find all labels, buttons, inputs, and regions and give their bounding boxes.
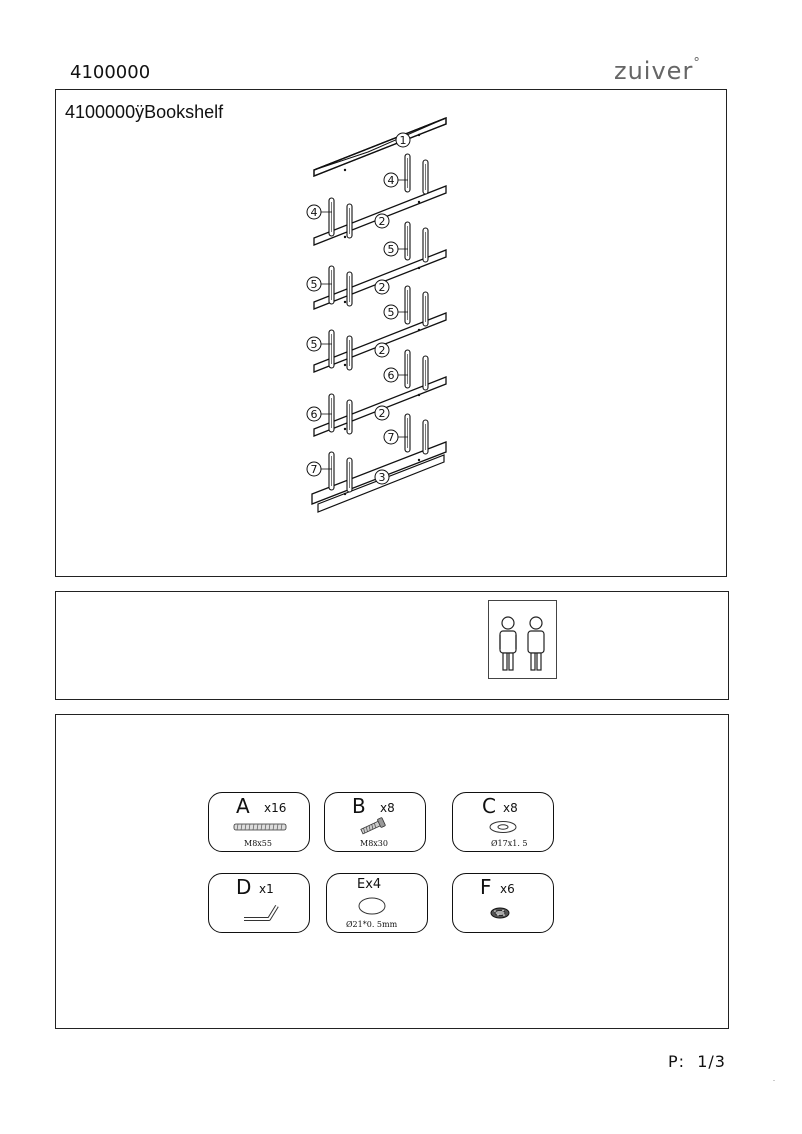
callout-label: 6: [387, 369, 395, 382]
product-code: 4100000: [70, 62, 151, 83]
callout-5b: [307, 277, 321, 291]
assembly-diagram-panel: [55, 89, 727, 577]
callout-7a: [384, 430, 398, 444]
callout-label: 2: [378, 215, 386, 228]
hardware-panel: [55, 714, 729, 1029]
callout-5c: [384, 305, 398, 319]
hardware-qty: x4: [365, 877, 382, 892]
callout-6a: [384, 368, 398, 382]
hardware-qty: x6: [500, 882, 515, 896]
felt-pad-icon: [357, 896, 387, 916]
callout-5d: [307, 337, 321, 351]
page-label: P:: [668, 1052, 686, 1071]
callout-6b: [307, 407, 321, 421]
hardware-qty: x1: [259, 882, 274, 896]
callout-label: 4: [310, 206, 318, 219]
diagram-title: 4100000ÿBookshelf: [65, 102, 224, 122]
callout-label: 7: [387, 431, 395, 444]
callout-label: 1: [399, 134, 407, 147]
hardware-item-e: [326, 873, 428, 933]
hardware-qty: x8: [503, 801, 518, 815]
callout-2a: [375, 214, 389, 228]
hardware-letter: B: [352, 794, 366, 818]
callout-label: 4: [387, 174, 395, 187]
page-indicator: [668, 1052, 726, 1071]
hardware-spec: M8x30: [360, 839, 388, 848]
threaded-rod-icon: [233, 822, 288, 832]
hardware-letter: C: [482, 794, 496, 818]
scan-mark: [773, 1080, 775, 1081]
callout-label: 6: [310, 408, 318, 421]
hardware-letter: E: [357, 877, 366, 892]
callout-label: 2: [378, 281, 386, 294]
hardware-spec: Ø21*0. 5mm: [346, 920, 398, 929]
callout-label: 5: [387, 306, 395, 319]
hardware-qty: x8: [380, 801, 395, 815]
callout-2b: [375, 280, 389, 294]
callout-5a: [384, 242, 398, 256]
hardware-spec: Ø17x1. 5: [491, 839, 528, 848]
callout-label: 5: [387, 243, 395, 256]
washer-icon: [488, 820, 518, 834]
callout-label: 3: [378, 471, 386, 484]
hardware-letter: D: [236, 875, 252, 899]
callout-4a: [384, 173, 398, 187]
hardware-letter: F: [480, 875, 492, 899]
hardware-item-f: [452, 873, 554, 933]
nut-icon: [489, 906, 511, 920]
hardware-spec: M8x55: [244, 839, 272, 848]
hardware-letter: A: [236, 794, 250, 818]
screw-icon: [358, 817, 388, 837]
hardware-qty: x16: [264, 801, 287, 815]
callout-3: [375, 470, 389, 484]
assembly-people-panel: [55, 591, 729, 700]
callout-label: 5: [310, 278, 318, 291]
callout-label: 7: [310, 463, 318, 476]
page-number: 1/3: [697, 1052, 726, 1071]
allen-key-icon: [241, 900, 283, 924]
callout-label: 5: [310, 338, 318, 351]
callout-2c: [375, 343, 389, 357]
brand-name: zuiver: [614, 57, 694, 85]
brand-mark: °: [693, 56, 701, 71]
hardware-item-a: [208, 792, 310, 852]
callout-1: [396, 133, 410, 147]
two-person-icon: [488, 600, 557, 679]
brand-logo: [614, 56, 701, 85]
callout-label: 2: [378, 344, 386, 357]
hardware-label: [357, 877, 381, 892]
hardware-item-c: [452, 792, 554, 852]
callout-4b: [307, 205, 321, 219]
exploded-bookshelf-diagram: [56, 90, 728, 578]
callout-7b: [307, 462, 321, 476]
callout-label: 2: [378, 407, 386, 420]
hardware-item-d: [208, 873, 310, 933]
callout-2d: [375, 406, 389, 420]
hardware-item-b: [324, 792, 426, 852]
